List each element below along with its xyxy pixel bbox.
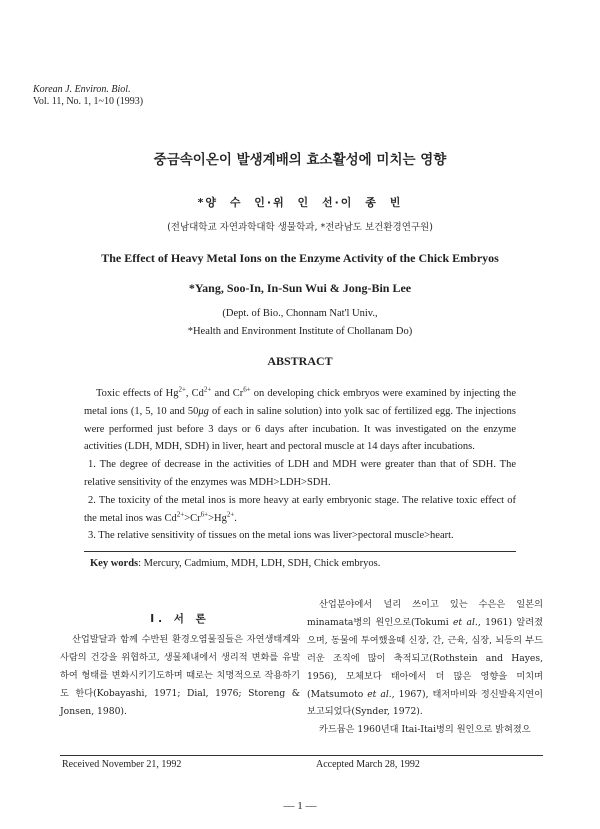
intro-paragraph-2: 산업분야에서 널리 쓰이고 있는 수은은 일본의 minamata병의 원인으로(Tokumi et al., 1961) 알려졌으며, 동물에 투여했을때 신장, 간, 근육, 심장, 뇌등의 부드러운 조직에 많이 축적되고(Rothstein and Hayes, 1956), 모체보다 태아에서 더 많은 영향을 미치며(Matsumoto et al., 1967), 태저마비와 정신발육지연이 보고되었다(Synder, 1972). <box>307 599 543 718</box>
journal-name: Korean J. Environ. Biol. <box>33 84 131 95</box>
journal-header <box>33 84 143 108</box>
abstract-paragraph-1: Toxic effects of $Hg^{2+}$, $Cd^{2+}$ and $Cr^{6+}$ on developing chick embryos were examined by injecting the metal ions (1, 5, 10 and 50μg of each in saline solution) into yolk sac of fertilized egg. The injections were performed just before 3 days or 6 days after incubation. It was investigated on the enzyme activities (LDH, MDH, SDH) in liver, heart and pectoral muscle at 14 days after incubations. <box>84 385 517 453</box>
abstract-finding-3: 3. The relative sensitivity of tissues on the metal ions was liver>pectoral muscle>heart. <box>88 530 454 542</box>
section-heading-introduction: I. 서 론 <box>150 613 210 625</box>
accepted-date: Accepted March 28, 1992 <box>316 759 420 770</box>
abstract-divider <box>84 551 516 552</box>
intro-paragraph-3: 카드뮴은 1960년대 Itai-Itai병의 원인으로 밝혀졌으 <box>319 724 531 736</box>
keywords-line <box>90 558 522 569</box>
keywords-label: Key words <box>90 558 139 569</box>
abstract-finding-2: 2. The toxicity of the metal inos is more heavy at early embryonic stage. The relative toxic effect of the metal inos was $Cd^{2+}>Cr^{6+}>Hg^{2+}$. <box>84 494 516 524</box>
english-title: The Effect of Heavy Metal Ions on the Enzyme Activity of the Chick Embryos <box>101 251 499 265</box>
received-date: Received November 21, 1992 <box>62 759 182 770</box>
journal-volume: Vol. 11, No. 1, 1~10 (1993) <box>33 96 144 107</box>
body-column-left <box>60 631 300 721</box>
affiliation-line-1: (Dept. of Bio., Chonnam Nat'l Univ., <box>222 308 378 319</box>
korean-affiliation: (전남대학교 자연과학대학 생물학과, *전라남도 보건환경연구원) <box>167 222 433 233</box>
intro-paragraph-1: 산업발달과 함께 수반된 환경오염물질들은 자연생태계와 사람의 건강을 위협하고, 생물체내에서 생리적 변화를 유발하여 형태를 변화시키기도하며 때로는 치명적으로 작용하기도 한다(Kobayashi, 1971; Dial, 1976; Storeng & Jonsen, 1980). <box>60 634 300 717</box>
affiliation-line-2: *Health and Environment Institute of Chollanam Do) <box>187 326 413 337</box>
english-affiliation <box>0 305 600 341</box>
abstract-body <box>84 385 516 545</box>
body-column-right <box>307 596 543 739</box>
abstract-finding-1: 1. The degree of decrease in the activities of LDH and MDH were greater than that of SDH. The relative sensitivity of the enzymes was MDH>LDH>SDH. <box>84 459 516 488</box>
page-number: — 1 — <box>283 800 317 812</box>
english-authors: *Yang, Soo-In, In-Sun Wui & Jong-Bin Lee <box>188 281 412 295</box>
korean-title: 중금속이온이 발생계배의 효소활성에 미치는 영향 <box>153 152 447 168</box>
abstract-heading: ABSTRACT <box>267 354 333 368</box>
footer-divider <box>60 755 543 756</box>
keywords-text: : Mercury, Cadmium, MDH, LDH, SDH, Chick embryos. <box>138 558 381 569</box>
korean-authors: *양 수 인·위 인 선·이 종 빈 <box>197 196 403 209</box>
